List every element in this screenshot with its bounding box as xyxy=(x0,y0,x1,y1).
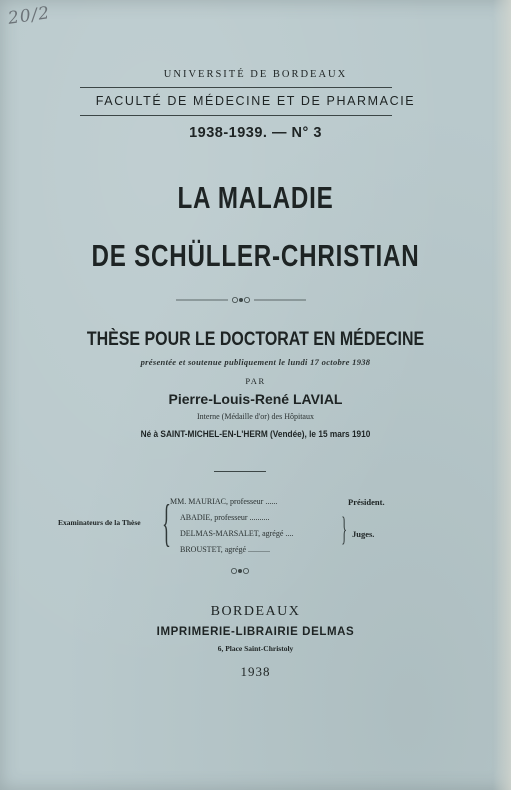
role-judges: Juges. xyxy=(352,529,375,539)
title-line-1: LA MALADIE xyxy=(177,180,334,215)
jury-member: ABADIE, professeur .......... xyxy=(180,513,270,522)
top-rule xyxy=(80,87,392,88)
right-brace: } xyxy=(341,511,348,548)
faculty-name: FACULTÉ DE MÉDECINE ET DE PHARMACIE xyxy=(95,94,416,108)
jury-member: MM. MAURIAC, professeur ...... xyxy=(170,497,278,506)
title-line-2: DE SCHÜLLER-CHRISTIAN xyxy=(91,238,420,273)
by-label: PAR xyxy=(245,376,266,386)
jury-rule xyxy=(214,471,266,472)
jury-member: BROUSTET, agrégé ........... xyxy=(180,545,271,554)
print-year: 1938 xyxy=(240,664,271,679)
ornament-divider xyxy=(176,295,306,305)
handwritten-note: 20/2 xyxy=(6,3,52,29)
thesis-heading: THÈSE POUR LE DOCTORAT EN MÉDECINE xyxy=(86,329,425,350)
university-name: UNIVERSITÉ DE BORDEAUX xyxy=(163,69,348,80)
year-number: 1938-1939. — N° 3 xyxy=(189,125,322,141)
role-president: Président. xyxy=(348,497,385,507)
presented-line: présentée et soutenue publiquement le lundi 17 octobre 1938 xyxy=(140,357,371,367)
jury-member: DELMAS-MARSALET, agrégé .... xyxy=(180,529,294,538)
author-name: Pierre-Louis-René LAVIAL xyxy=(168,391,343,407)
left-brace: { xyxy=(162,495,171,552)
author-title: Interne (Médaille d'or) des Hôpitaux xyxy=(197,412,314,421)
printer-name: IMPRIMERIE-LIBRAIRIE DELMAS xyxy=(156,626,355,638)
city-name: BORDEAUX xyxy=(210,604,301,619)
birth-line: Né à SAINT-MICHEL-EN-L'HERM (Vendée), le 15 mars 1910 xyxy=(140,429,371,439)
examiners-label: Examinateurs de la Thèse xyxy=(58,518,141,527)
printer-address: 6, Place Saint-Christoly xyxy=(217,644,294,653)
faculty-rule xyxy=(80,115,392,116)
small-ornament xyxy=(215,566,265,576)
